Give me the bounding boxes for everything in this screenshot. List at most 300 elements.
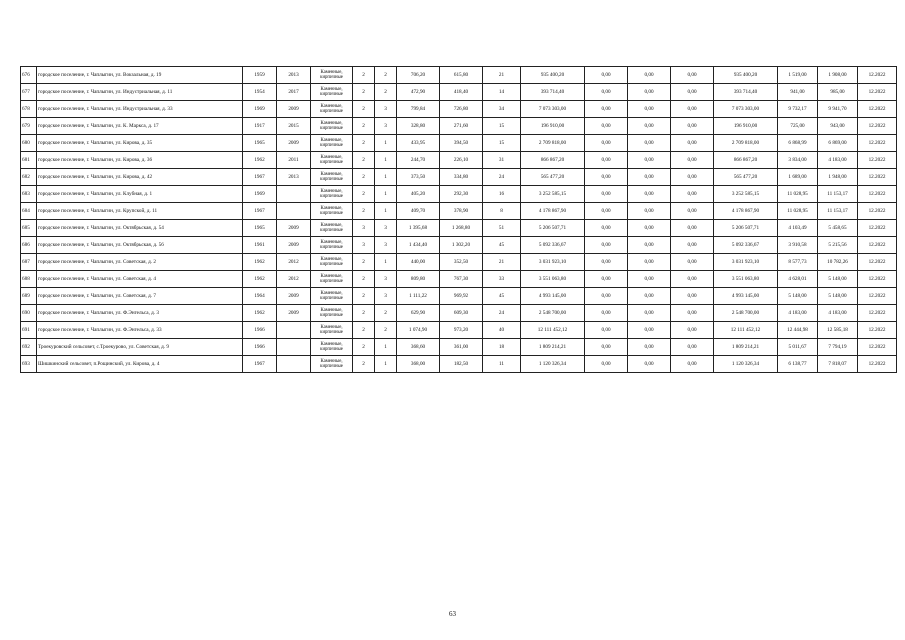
cell-cost-zero-2: 0,00 <box>628 169 671 186</box>
cell-cost-total: 2 709 818,00 <box>521 135 585 152</box>
cell-deadline: 12.2022 <box>858 356 897 373</box>
cell-address: городское поселение, г. Чаплыгин, ул. Индустриальная, д. 33 <box>37 101 243 118</box>
cell-floors: 3 <box>353 220 375 237</box>
cell-cost-zero-1: 0,00 <box>585 203 628 220</box>
cell-row-number: 689 <box>21 288 37 305</box>
cell-year-renovated: 2009 <box>277 220 311 237</box>
cell-year-renovated: 2012 <box>277 254 311 271</box>
cell-max-unit-cost: 943,00 <box>818 118 858 135</box>
cell-max-unit-cost: 5 458,65 <box>818 220 858 237</box>
cell-living-area: 726,80 <box>440 101 483 118</box>
cell-total-area: 328,80 <box>397 118 440 135</box>
cell-year-renovated: 2009 <box>277 305 311 322</box>
cell-total-area: 405,20 <box>397 186 440 203</box>
page-number: 63 <box>449 610 456 618</box>
cell-floors: 2 <box>353 152 375 169</box>
cell-total-area: 368,60 <box>397 339 440 356</box>
cell-cost-zero-2: 0,00 <box>628 254 671 271</box>
cell-cost-zero-2: 0,00 <box>628 271 671 288</box>
cell-max-unit-cost: 7 794,19 <box>818 339 858 356</box>
table-row <box>21 220 897 237</box>
cell-living-area: 334,80 <box>440 169 483 186</box>
cell-year-built: 1967 <box>243 356 277 373</box>
cell-entrances: 2 <box>375 305 397 322</box>
cell-unit-cost: 1 519,00 <box>778 67 818 84</box>
cell-floors: 2 <box>353 288 375 305</box>
cell-residents: 21 <box>483 254 521 271</box>
cell-residents: 18 <box>483 339 521 356</box>
cell-entrances: 1 <box>375 203 397 220</box>
cell-cost-total: 5 206 507,71 <box>521 220 585 237</box>
cell-cost-zero-3: 0,00 <box>671 254 714 271</box>
cell-unit-cost: 941,00 <box>778 84 818 101</box>
cell-cost-zero-1: 0,00 <box>585 67 628 84</box>
cell-cost-zero-2: 0,00 <box>628 322 671 339</box>
cell-cost-zero-2: 0,00 <box>628 118 671 135</box>
cell-cost-zero-3: 0,00 <box>671 84 714 101</box>
table-row <box>21 288 897 305</box>
cell-cost-total: 1 120 326,34 <box>521 356 585 373</box>
cell-living-area: 609,30 <box>440 305 483 322</box>
table-row <box>21 237 897 254</box>
cell-year-built: 1962 <box>243 254 277 271</box>
cell-cost-zero-2: 0,00 <box>628 339 671 356</box>
cell-floors: 2 <box>353 254 375 271</box>
cell-entrances: 2 <box>375 67 397 84</box>
cell-deadline: 12.2022 <box>858 203 897 220</box>
cell-floors: 2 <box>353 186 375 203</box>
cell-row-number: 693 <box>21 356 37 373</box>
cell-entrances: 3 <box>375 220 397 237</box>
cell-year-built: 1917 <box>243 118 277 135</box>
cell-cost-zero-1: 0,00 <box>585 288 628 305</box>
cell-row-number: 680 <box>21 135 37 152</box>
cell-wall-material: Каменные, кирпичные <box>311 118 353 135</box>
cell-cost-total: 866 867,20 <box>521 152 585 169</box>
cell-year-built: 1954 <box>243 84 277 101</box>
table-row <box>21 271 897 288</box>
cell-cost-sum: 935 400,20 <box>714 67 778 84</box>
housing-register-table <box>20 66 897 373</box>
cell-cost-zero-2: 0,00 <box>628 135 671 152</box>
cell-unit-cost: 6 868,99 <box>778 135 818 152</box>
cell-year-renovated: 2012 <box>277 271 311 288</box>
cell-floors: 2 <box>353 339 375 356</box>
cell-address: городское поселение, г. Чаплыгин, ул. Вокзальная, д. 19 <box>37 67 243 84</box>
cell-cost-zero-1: 0,00 <box>585 152 628 169</box>
cell-cost-sum: 565 477,20 <box>714 169 778 186</box>
cell-wall-material: Каменные, кирпичные <box>311 220 353 237</box>
cell-address: Шишкинский сельсовет, п.Рощинский, ул. Кирова, д. 4 <box>37 356 243 373</box>
cell-row-number: 690 <box>21 305 37 322</box>
cell-entrances: 1 <box>375 356 397 373</box>
cell-living-area: 352,50 <box>440 254 483 271</box>
table-row <box>21 67 897 84</box>
cell-deadline: 12.2022 <box>858 220 897 237</box>
cell-max-unit-cost: 6 869,00 <box>818 135 858 152</box>
cell-unit-cost: 725,00 <box>778 118 818 135</box>
cell-entrances: 1 <box>375 186 397 203</box>
cell-cost-total: 4 178 867,90 <box>521 203 585 220</box>
cell-cost-sum: 3 551 063,80 <box>714 271 778 288</box>
cell-cost-sum: 196 910,00 <box>714 118 778 135</box>
cell-cost-zero-2: 0,00 <box>628 84 671 101</box>
cell-address: городское поселение, г. Чаплыгин, ул. Клубная, д. 1 <box>37 186 243 203</box>
cell-unit-cost: 12 444,98 <box>778 322 818 339</box>
cell-cost-total: 3 551 063,80 <box>521 271 585 288</box>
cell-year-built: 1965 <box>243 135 277 152</box>
cell-cost-zero-3: 0,00 <box>671 118 714 135</box>
cell-cost-zero-3: 0,00 <box>671 186 714 203</box>
cell-year-renovated: 2009 <box>277 237 311 254</box>
cell-row-number: 681 <box>21 152 37 169</box>
cell-entrances: 2 <box>375 84 397 101</box>
cell-year-built: 1962 <box>243 305 277 322</box>
cell-unit-cost: 4 183,00 <box>778 305 818 322</box>
cell-cost-total: 3 031 923,10 <box>521 254 585 271</box>
cell-address: городское поселение, г. Чаплыгин, ул. К. Маркса, д. 17 <box>37 118 243 135</box>
cell-unit-cost: 5 011,67 <box>778 339 818 356</box>
cell-address: городское поселение, г. Чаплыгин, ул. Октябрьская, д. 56 <box>37 237 243 254</box>
cell-year-renovated: 2013 <box>277 169 311 186</box>
cell-cost-zero-2: 0,00 <box>628 67 671 84</box>
cell-deadline: 12.2022 <box>858 305 897 322</box>
cell-cost-zero-3: 0,00 <box>671 271 714 288</box>
cell-max-unit-cost: 5 215,56 <box>818 237 858 254</box>
cell-cost-zero-1: 0,00 <box>585 271 628 288</box>
cell-cost-sum: 2 548 700,00 <box>714 305 778 322</box>
cell-cost-zero-1: 0,00 <box>585 169 628 186</box>
cell-deadline: 12.2022 <box>858 101 897 118</box>
cell-wall-material: Каменные, кирпичные <box>311 152 353 169</box>
cell-row-number: 691 <box>21 322 37 339</box>
cell-cost-zero-1: 0,00 <box>585 322 628 339</box>
cell-floors: 2 <box>353 322 375 339</box>
cell-total-area: 472,90 <box>397 84 440 101</box>
cell-year-renovated: 2011 <box>277 152 311 169</box>
cell-unit-cost: 3 910,58 <box>778 237 818 254</box>
cell-entrances: 1 <box>375 152 397 169</box>
cell-cost-total: 7 073 303,00 <box>521 101 585 118</box>
cell-living-area: 418,40 <box>440 84 483 101</box>
cell-cost-zero-1: 0,00 <box>585 101 628 118</box>
cell-cost-zero-2: 0,00 <box>628 288 671 305</box>
cell-row-number: 688 <box>21 271 37 288</box>
table-row <box>21 135 897 152</box>
cell-address: городское поселение, г. Чаплыгин, ул. Советская, д. 2 <box>37 254 243 271</box>
cell-row-number: 687 <box>21 254 37 271</box>
cell-max-unit-cost: 1 908,00 <box>818 67 858 84</box>
cell-year-built: 1962 <box>243 271 277 288</box>
cell-entrances: 1 <box>375 254 397 271</box>
table-row <box>21 169 897 186</box>
cell-cost-zero-3: 0,00 <box>671 101 714 118</box>
cell-cost-zero-2: 0,00 <box>628 203 671 220</box>
cell-deadline: 12.2022 <box>858 169 897 186</box>
cell-max-unit-cost: 4 183,00 <box>818 152 858 169</box>
cell-cost-zero-1: 0,00 <box>585 118 628 135</box>
table-body <box>21 67 897 373</box>
cell-cost-zero-2: 0,00 <box>628 186 671 203</box>
cell-address: городское поселение, г. Чаплыгин, ул. Кирова, д. 35 <box>37 135 243 152</box>
cell-residents: 11 <box>483 356 521 373</box>
cell-total-area: 809,80 <box>397 271 440 288</box>
cell-floors: 2 <box>353 271 375 288</box>
cell-wall-material: Каменные, кирпичные <box>311 322 353 339</box>
cell-wall-material: Каменные, кирпичные <box>311 101 353 118</box>
cell-cost-zero-1: 0,00 <box>585 186 628 203</box>
cell-cost-sum: 4 178 867,90 <box>714 203 778 220</box>
cell-address: городское поселение, г. Чаплыгин, ул. Ф.Энгельса, д. 3 <box>37 305 243 322</box>
cell-cost-zero-3: 0,00 <box>671 169 714 186</box>
cell-deadline: 12.2022 <box>858 237 897 254</box>
cell-cost-zero-3: 0,00 <box>671 237 714 254</box>
cell-cost-sum: 1 809 214,21 <box>714 339 778 356</box>
cell-cost-total: 565 477,20 <box>521 169 585 186</box>
cell-cost-total: 12 111 452,12 <box>521 322 585 339</box>
cell-wall-material: Каменные, кирпичные <box>311 203 353 220</box>
cell-cost-zero-1: 0,00 <box>585 339 628 356</box>
cell-year-renovated: 2013 <box>277 67 311 84</box>
cell-row-number: 682 <box>21 169 37 186</box>
cell-unit-cost: 4 103,49 <box>778 220 818 237</box>
cell-max-unit-cost: 4 183,00 <box>818 305 858 322</box>
cell-cost-total: 393 714,40 <box>521 84 585 101</box>
cell-year-renovated <box>277 203 311 220</box>
cell-cost-sum: 12 111 452,12 <box>714 322 778 339</box>
cell-year-built: 1969 <box>243 101 277 118</box>
cell-cost-zero-2: 0,00 <box>628 101 671 118</box>
cell-wall-material: Каменные, кирпичные <box>311 135 353 152</box>
cell-cost-sum: 5 092 336,67 <box>714 237 778 254</box>
cell-total-area: 244,70 <box>397 152 440 169</box>
cell-residents: 24 <box>483 305 521 322</box>
cell-max-unit-cost: 10 782,26 <box>818 254 858 271</box>
cell-wall-material: Каменные, кирпичные <box>311 67 353 84</box>
cell-deadline: 12.2022 <box>858 118 897 135</box>
cell-residents: 51 <box>483 220 521 237</box>
cell-deadline: 12.2022 <box>858 322 897 339</box>
cell-max-unit-cost: 5 148,00 <box>818 288 858 305</box>
cell-cost-total: 3 252 585,15 <box>521 186 585 203</box>
cell-year-renovated: 2017 <box>277 84 311 101</box>
cell-cost-zero-2: 0,00 <box>628 220 671 237</box>
cell-residents: 8 <box>483 203 521 220</box>
cell-living-area: 394,50 <box>440 135 483 152</box>
cell-year-built: 1966 <box>243 322 277 339</box>
cell-total-area: 1 434,40 <box>397 237 440 254</box>
cell-cost-zero-3: 0,00 <box>671 305 714 322</box>
table-row <box>21 203 897 220</box>
cell-living-area: 767,30 <box>440 271 483 288</box>
cell-entrances: 3 <box>375 101 397 118</box>
cell-total-area: 1 111,22 <box>397 288 440 305</box>
cell-max-unit-cost: 12 585,18 <box>818 322 858 339</box>
cell-year-renovated: 2009 <box>277 288 311 305</box>
cell-residents: 45 <box>483 288 521 305</box>
cell-max-unit-cost: 7 818,07 <box>818 356 858 373</box>
cell-address: городское поселение, г. Чаплыгин, ул. Ф.Энгельса, д. 33 <box>37 322 243 339</box>
cell-year-built: 1961 <box>243 237 277 254</box>
cell-year-built: 1959 <box>243 67 277 84</box>
cell-deadline: 12.2022 <box>858 67 897 84</box>
cell-max-unit-cost: 9 941,70 <box>818 101 858 118</box>
cell-year-renovated <box>277 356 311 373</box>
cell-entrances: 1 <box>375 339 397 356</box>
cell-residents: 33 <box>483 271 521 288</box>
cell-total-area: 409,70 <box>397 203 440 220</box>
cell-row-number: 683 <box>21 186 37 203</box>
cell-year-renovated <box>277 186 311 203</box>
cell-year-built: 1969 <box>243 186 277 203</box>
cell-unit-cost: 3 834,00 <box>778 152 818 169</box>
cell-cost-sum: 5 206 507,71 <box>714 220 778 237</box>
cell-unit-cost: 8 577,73 <box>778 254 818 271</box>
cell-wall-material: Каменные, кирпичные <box>311 84 353 101</box>
cell-floors: 2 <box>353 203 375 220</box>
cell-unit-cost: 11 028,95 <box>778 186 818 203</box>
cell-total-area: 433,95 <box>397 135 440 152</box>
cell-cost-sum: 3 031 923,10 <box>714 254 778 271</box>
cell-entrances: 2 <box>375 322 397 339</box>
cell-total-area: 373,50 <box>397 169 440 186</box>
cell-total-area: 799,84 <box>397 101 440 118</box>
cell-address: городское поселение, г. Чаплыгин, ул. Кирова, д. 36 <box>37 152 243 169</box>
cell-address: Троекуровский сельсовет, с.Троекурово, ул. Советская, д. 9 <box>37 339 243 356</box>
cell-cost-zero-3: 0,00 <box>671 67 714 84</box>
cell-cost-sum: 2 709 818,00 <box>714 135 778 152</box>
cell-max-unit-cost: 985,00 <box>818 84 858 101</box>
cell-year-built: 1965 <box>243 220 277 237</box>
cell-year-built: 1967 <box>243 169 277 186</box>
cell-residents: 40 <box>483 322 521 339</box>
cell-row-number: 692 <box>21 339 37 356</box>
cell-cost-sum: 4 993 145,00 <box>714 288 778 305</box>
cell-cost-zero-3: 0,00 <box>671 152 714 169</box>
cell-cost-total: 2 548 700,00 <box>521 305 585 322</box>
cell-residents: 15 <box>483 135 521 152</box>
cell-total-area: 368,00 <box>397 356 440 373</box>
table-row <box>21 101 897 118</box>
cell-year-built: 1964 <box>243 288 277 305</box>
table-row <box>21 305 897 322</box>
cell-floors: 2 <box>353 67 375 84</box>
cell-residents: 31 <box>483 152 521 169</box>
cell-floors: 3 <box>353 237 375 254</box>
cell-floors: 2 <box>353 135 375 152</box>
table-row <box>21 118 897 135</box>
cell-year-renovated <box>277 322 311 339</box>
cell-wall-material: Каменные, кирпичные <box>311 339 353 356</box>
cell-entrances: 1 <box>375 135 397 152</box>
cell-wall-material: Каменные, кирпичные <box>311 254 353 271</box>
cell-entrances: 3 <box>375 237 397 254</box>
cell-entrances: 3 <box>375 288 397 305</box>
cell-wall-material: Каменные, кирпичные <box>311 271 353 288</box>
cell-entrances: 1 <box>375 169 397 186</box>
cell-address: городское поселение, г. Чаплыгин, ул. Индустриальная, д. 11 <box>37 84 243 101</box>
cell-unit-cost: 6 138,77 <box>778 356 818 373</box>
cell-cost-zero-2: 0,00 <box>628 152 671 169</box>
cell-row-number: 685 <box>21 220 37 237</box>
cell-deadline: 12.2022 <box>858 339 897 356</box>
cell-living-area: 1 302,20 <box>440 237 483 254</box>
cell-address: городское поселение, г. Чаплыгин, ул. Кирова, д. 42 <box>37 169 243 186</box>
cell-wall-material: Каменные, кирпичные <box>311 305 353 322</box>
cell-total-area: 706,20 <box>397 67 440 84</box>
cell-cost-total: 4 993 145,00 <box>521 288 585 305</box>
cell-row-number: 678 <box>21 101 37 118</box>
cell-floors: 2 <box>353 118 375 135</box>
cell-residents: 15 <box>483 118 521 135</box>
cell-cost-sum: 1 120 326,34 <box>714 356 778 373</box>
cell-year-built: 1967 <box>243 203 277 220</box>
cell-living-area: 292,30 <box>440 186 483 203</box>
cell-entrances: 3 <box>375 118 397 135</box>
cell-deadline: 12.2022 <box>858 271 897 288</box>
cell-unit-cost: 9 732,17 <box>778 101 818 118</box>
cell-cost-zero-3: 0,00 <box>671 322 714 339</box>
cell-cost-sum: 7 073 303,00 <box>714 101 778 118</box>
table-row <box>21 322 897 339</box>
cell-max-unit-cost: 5 148,00 <box>818 271 858 288</box>
cell-residents: 34 <box>483 101 521 118</box>
table-row <box>21 339 897 356</box>
cell-total-area: 1 395,68 <box>397 220 440 237</box>
cell-deadline: 12.2022 <box>858 186 897 203</box>
cell-max-unit-cost: 11 153,17 <box>818 203 858 220</box>
cell-total-area: 1 074,90 <box>397 322 440 339</box>
cell-living-area: 615,80 <box>440 67 483 84</box>
cell-living-area: 361,00 <box>440 339 483 356</box>
cell-residents: 14 <box>483 84 521 101</box>
cell-living-area: 973,20 <box>440 322 483 339</box>
cell-living-area: 271,60 <box>440 118 483 135</box>
cell-deadline: 12.2022 <box>858 135 897 152</box>
cell-total-area: 440,00 <box>397 254 440 271</box>
cell-living-area: 226,10 <box>440 152 483 169</box>
cell-row-number: 677 <box>21 84 37 101</box>
cell-deadline: 12.2022 <box>858 288 897 305</box>
cell-floors: 2 <box>353 305 375 322</box>
cell-wall-material: Каменные, кирпичные <box>311 169 353 186</box>
cell-year-renovated <box>277 339 311 356</box>
cell-cost-sum: 393 714,40 <box>714 84 778 101</box>
cell-cost-zero-1: 0,00 <box>585 356 628 373</box>
cell-residents: 16 <box>483 186 521 203</box>
cell-cost-zero-1: 0,00 <box>585 305 628 322</box>
cell-cost-total: 1 809 214,21 <box>521 339 585 356</box>
cell-row-number: 684 <box>21 203 37 220</box>
cell-floors: 2 <box>353 101 375 118</box>
cell-unit-cost: 5 148,00 <box>778 288 818 305</box>
cell-year-renovated: 2009 <box>277 101 311 118</box>
cell-unit-cost: 1 689,00 <box>778 169 818 186</box>
table-row <box>21 356 897 373</box>
cell-wall-material: Каменные, кирпичные <box>311 186 353 203</box>
cell-floors: 2 <box>353 84 375 101</box>
cell-cost-zero-1: 0,00 <box>585 254 628 271</box>
cell-cost-sum: 3 252 585,15 <box>714 186 778 203</box>
cell-cost-sum: 866 867,20 <box>714 152 778 169</box>
cell-living-area: 969,92 <box>440 288 483 305</box>
cell-max-unit-cost: 11 153,17 <box>818 186 858 203</box>
cell-total-area: 629,90 <box>397 305 440 322</box>
cell-year-built: 1962 <box>243 152 277 169</box>
cell-deadline: 12.2022 <box>858 152 897 169</box>
table-row <box>21 254 897 271</box>
cell-cost-zero-1: 0,00 <box>585 135 628 152</box>
